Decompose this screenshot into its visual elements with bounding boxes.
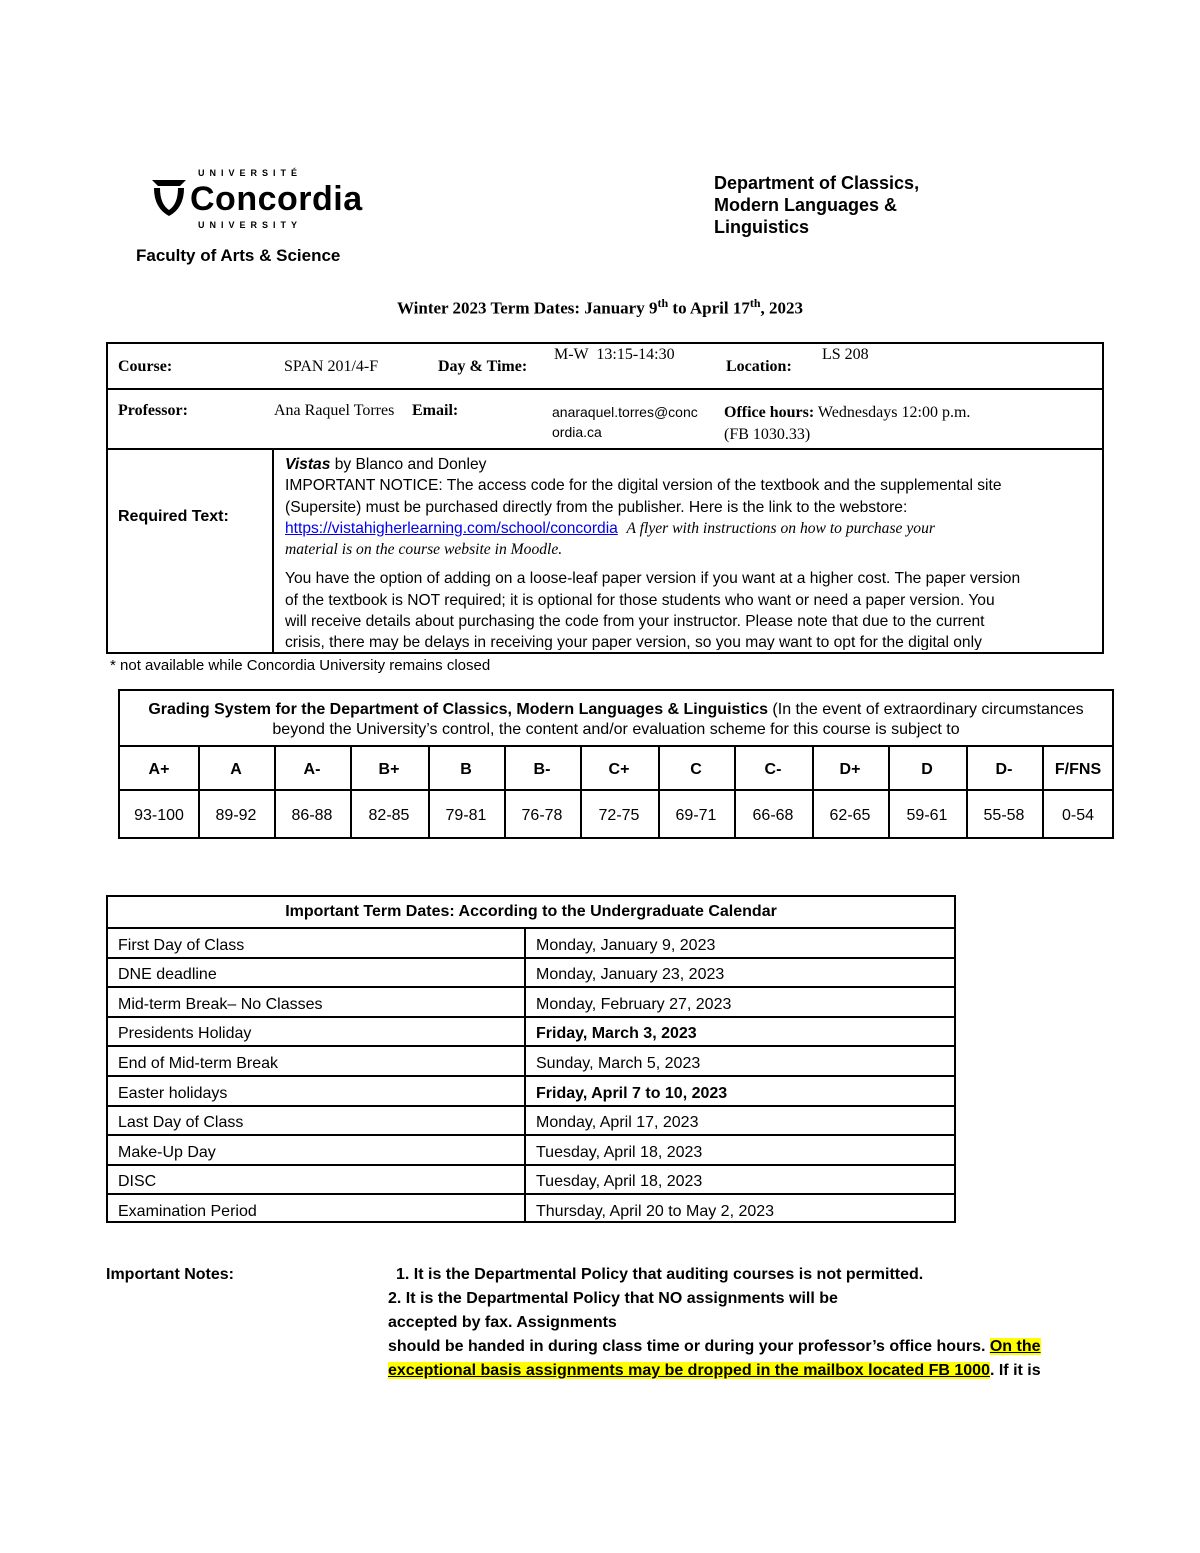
office-hours-value: Wednesdays 12:00 p.m. — [814, 404, 971, 421]
grade-range: 86-88 — [291, 807, 333, 824]
textbook-authors: by Blanco and Donley — [330, 456, 487, 473]
term-date-value: Friday, March 3, 2023 — [536, 1025, 697, 1043]
term-date-row — [108, 927, 954, 957]
grade-range: 0-54 — [1061, 807, 1095, 824]
option-line: will receive details about purchasing the code from your instructor. Please note that due to the current — [285, 613, 985, 631]
daytime-label: Day & Time: — [438, 358, 528, 375]
flyer-note: material is on the course website in Moodle. — [285, 541, 563, 559]
term-title-sup: th — [657, 296, 669, 310]
note-highlight: On the — [989, 1338, 1041, 1355]
grade-letter: D+ — [839, 761, 861, 778]
term-date-row — [108, 1193, 954, 1223]
term-date-value: Sunday, March 5, 2023 — [536, 1054, 701, 1072]
grade-letter: B — [460, 761, 472, 778]
grade-range: 66-68 — [752, 807, 794, 824]
term-date-label: Examination Period — [118, 1202, 257, 1220]
email-line: anaraquel.torres@conc — [552, 404, 698, 420]
grading-disclaimer: (In the event of extraordinary circumstances beyond the University’s control, the content and/or evaluation scheme for this course is subject to — [272, 701, 1084, 738]
term-date-label: Easter holidays — [118, 1084, 228, 1102]
grade-range: 59-61 — [906, 807, 948, 824]
term-title-suffix: , 2023 — [760, 298, 804, 318]
grade-range: 93-100 — [134, 807, 184, 824]
grade-letter: A+ — [148, 761, 170, 778]
term-date-value: Thursday, April 20 to May 2, 2023 — [536, 1202, 775, 1220]
office-hours — [724, 402, 970, 446]
grade-letter: A — [230, 761, 242, 778]
term-date-label: Presidents Holiday — [118, 1025, 252, 1043]
logo-bottom-text: UNIVERSITY — [198, 220, 303, 230]
notes-label: Important Notes: — [106, 1266, 234, 1283]
term-date-row — [108, 1134, 954, 1164]
term-date-label: End of Mid-term Break — [118, 1054, 279, 1072]
department-name — [714, 172, 974, 238]
term-date-label: Make-Up Day — [118, 1143, 216, 1161]
flyer-note: A flyer with instructions on how to purchase your — [626, 519, 935, 537]
term-date-value: Monday, April 17, 2023 — [536, 1114, 699, 1132]
grade-range: 69-71 — [675, 807, 717, 824]
email-value — [552, 402, 698, 442]
table-divider — [524, 959, 526, 987]
note-line: 2. It is the Departmental Policy that NO assignments will be — [388, 1290, 838, 1307]
term-date-label: Last Day of Class — [118, 1114, 244, 1132]
table-divider — [120, 745, 1112, 747]
email-label: Email: — [412, 402, 459, 419]
grade-range: 82-85 — [368, 807, 410, 824]
table-divider — [524, 929, 526, 957]
email-line: ordia.ca — [552, 424, 602, 440]
department-line: Linguistics — [714, 217, 810, 237]
concordia-logo — [150, 168, 363, 230]
term-date-row — [108, 1105, 954, 1135]
department-line: Department of Classics, — [714, 173, 920, 193]
faculty-name: Faculty of Arts & Science — [136, 246, 341, 265]
required-text-content — [285, 454, 1095, 650]
note-line — [388, 1338, 1041, 1356]
table-divider — [524, 1195, 526, 1223]
grading-table — [118, 689, 1114, 839]
table-divider — [524, 1107, 526, 1135]
option-line: of the textbook is NOT required; it is optional for those students who want or need a paper version. You — [285, 591, 995, 609]
webstore-link[interactable]: https://vistahigherlearning.com/school/concordia — [285, 519, 618, 537]
table-divider — [272, 448, 274, 652]
location-label: Location: — [726, 358, 792, 375]
term-date-row — [108, 1045, 954, 1075]
professor-value: Ana Raquel Torres — [274, 402, 395, 419]
grade-range: 72-75 — [598, 807, 640, 824]
grade-range: 62-65 — [829, 807, 871, 824]
note-line — [388, 1362, 1041, 1380]
term-date-row — [108, 986, 954, 1016]
office-hours-label: Office hours: — [724, 404, 815, 421]
table-divider — [524, 1077, 526, 1105]
term-date-value: Tuesday, April 18, 2023 — [536, 1143, 703, 1161]
logo-top-text: UNIVERSITÉ — [198, 168, 303, 178]
term-dates-title — [0, 296, 1200, 319]
notice-line: (Supersite) must be purchased directly from the publisher. Here is the link to the webstore: — [285, 498, 908, 516]
course-info-table — [106, 342, 1104, 654]
professor-label: Professor: — [118, 402, 188, 419]
term-title-prefix: Winter 2023 Term Dates: January 9 — [396, 298, 658, 318]
note-line: accepted by fax. Assignments — [388, 1314, 617, 1331]
grading-title: Grading System for the Department of Classics, Modern Languages & Linguistics — [148, 701, 768, 718]
note-text: should be handed in during class time or during your professor’s office hours. — [388, 1338, 990, 1355]
office-room: (FB 1030.33) — [724, 426, 811, 443]
table-divider — [524, 1018, 526, 1046]
required-text-label: Required Text: — [118, 508, 229, 525]
grade-letter: D — [921, 761, 933, 778]
term-date-row — [108, 1164, 954, 1194]
grade-letter: C+ — [608, 761, 630, 778]
course-label: Course: — [118, 358, 173, 375]
note-text: . If it is — [989, 1362, 1041, 1379]
term-date-row — [108, 1016, 954, 1046]
grade-letter: F/FNS — [1054, 761, 1102, 778]
term-date-value: Monday, February 27, 2023 — [536, 995, 732, 1013]
table-divider — [524, 988, 526, 1016]
term-date-value: Tuesday, April 18, 2023 — [536, 1173, 703, 1191]
grade-range: 79-81 — [445, 807, 487, 824]
term-date-value: Friday, April 7 to 10, 2023 — [536, 1084, 728, 1102]
table-divider — [524, 1047, 526, 1075]
term-date-row — [108, 1075, 954, 1105]
term-date-label: DNE deadline — [118, 966, 217, 984]
term-title-sup: th — [749, 296, 761, 310]
grade-letter: B- — [533, 761, 551, 778]
grade-letter: B+ — [378, 761, 400, 778]
grade-letter: C — [690, 761, 702, 778]
concordia-shield-icon — [150, 178, 188, 218]
grading-header — [120, 691, 1112, 745]
table-divider — [524, 1166, 526, 1194]
grade-range: 55-58 — [983, 807, 1025, 824]
term-title-middle: to April 17 — [668, 298, 750, 318]
term-date-label: Mid-term Break– No Classes — [118, 995, 323, 1013]
term-date-label: DISC — [118, 1173, 157, 1191]
note-highlight: exceptional basis assignments may be dropped in the mailbox located FB 1000 — [388, 1362, 990, 1379]
note-line: 1. It is the Departmental Policy that auditing courses is not permitted. — [396, 1266, 924, 1283]
grade-letter: C- — [764, 761, 782, 778]
term-date-label: First Day of Class — [118, 936, 245, 954]
logo-main-text: Concordia — [190, 180, 363, 218]
table-divider — [108, 448, 1102, 450]
daytime-value: M-W 13:15-14:30 — [554, 346, 675, 363]
term-date-row — [108, 957, 954, 987]
table-divider — [524, 1136, 526, 1164]
term-dates-table — [106, 895, 956, 1223]
table-divider — [120, 789, 1112, 791]
grade-range: 89-92 — [215, 807, 257, 824]
option-line: crisis, there may be delays in receiving your paper version, so you may want to opt for the digital only — [285, 634, 982, 650]
notice-line: IMPORTANT NOTICE: The access code for the digital version of the textbook and the supplemental site — [285, 477, 1002, 495]
grade-letter: A- — [303, 761, 321, 778]
closure-note: * not available while Concordia University remains closed — [110, 657, 491, 674]
grade-letter: D- — [995, 761, 1013, 778]
location-value: LS 208 — [822, 346, 869, 363]
option-line: You have the option of adding on a loose-leaf paper version if you want at a higher cost. The paper version — [285, 570, 1021, 588]
course-value: SPAN 201/4-F — [284, 358, 379, 375]
textbook-title: Vistas — [285, 456, 331, 473]
table-divider — [108, 388, 1102, 390]
term-dates-header: Important Term Dates: According to the Undergraduate Calendar — [285, 903, 777, 920]
department-line: Modern Languages & — [714, 195, 898, 215]
term-date-value: Monday, January 9, 2023 — [536, 936, 716, 954]
term-date-value: Monday, January 23, 2023 — [536, 966, 725, 984]
grade-range: 76-78 — [521, 807, 563, 824]
